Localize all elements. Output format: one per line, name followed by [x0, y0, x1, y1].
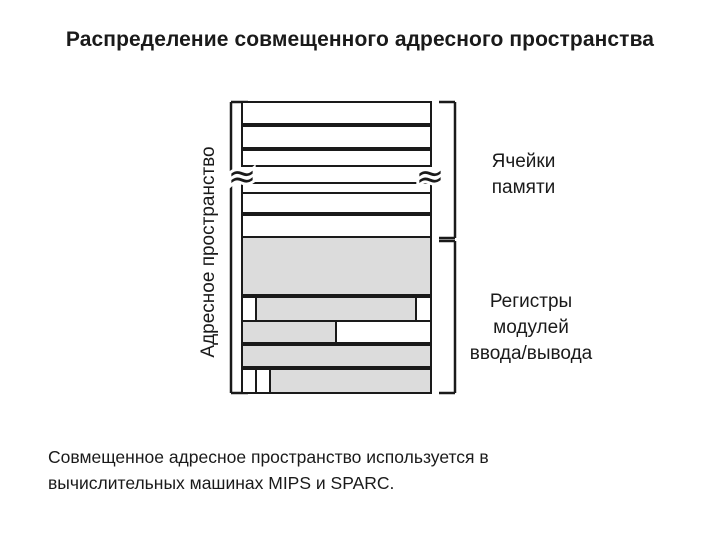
- break-mark-right: ≈: [415, 156, 445, 197]
- axis-label: Адресное пространство: [198, 146, 220, 358]
- page-title: Распределение совмещенного адресного пространства: [65, 28, 655, 51]
- memory-cell: [242, 215, 431, 237]
- caption: [48, 444, 688, 496]
- memory-cell: [242, 193, 431, 213]
- io-label-line: модулей: [493, 317, 569, 338]
- io-registers: [242, 237, 431, 393]
- io-register: [242, 321, 336, 343]
- caption-line: вычислительных машинах MIPS и SPARC.: [48, 473, 395, 493]
- io-label-line: Регистры: [489, 291, 573, 312]
- io-label-line: ввода/вывода: [469, 343, 593, 364]
- io-register: [242, 345, 431, 367]
- io-row: [336, 321, 431, 343]
- memory-label-line: памяти: [491, 177, 556, 198]
- memory-cell: [242, 150, 431, 166]
- io-bracket: [439, 241, 455, 393]
- io-registers-label: [458, 289, 604, 367]
- memory-cells: [242, 102, 431, 237]
- break-mark-left: ≈: [227, 156, 257, 197]
- io-block: [242, 237, 431, 295]
- caption-line: Совмещенное адресное пространство используется в: [48, 447, 489, 467]
- memory-cell: [242, 183, 431, 193]
- memory-cell: [242, 126, 431, 148]
- memory-label-line: Ячейки: [491, 151, 556, 172]
- io-register: [256, 297, 416, 321]
- io-register: [270, 369, 431, 393]
- memory-cells-label: [466, 149, 581, 201]
- memory-cell: [242, 102, 431, 124]
